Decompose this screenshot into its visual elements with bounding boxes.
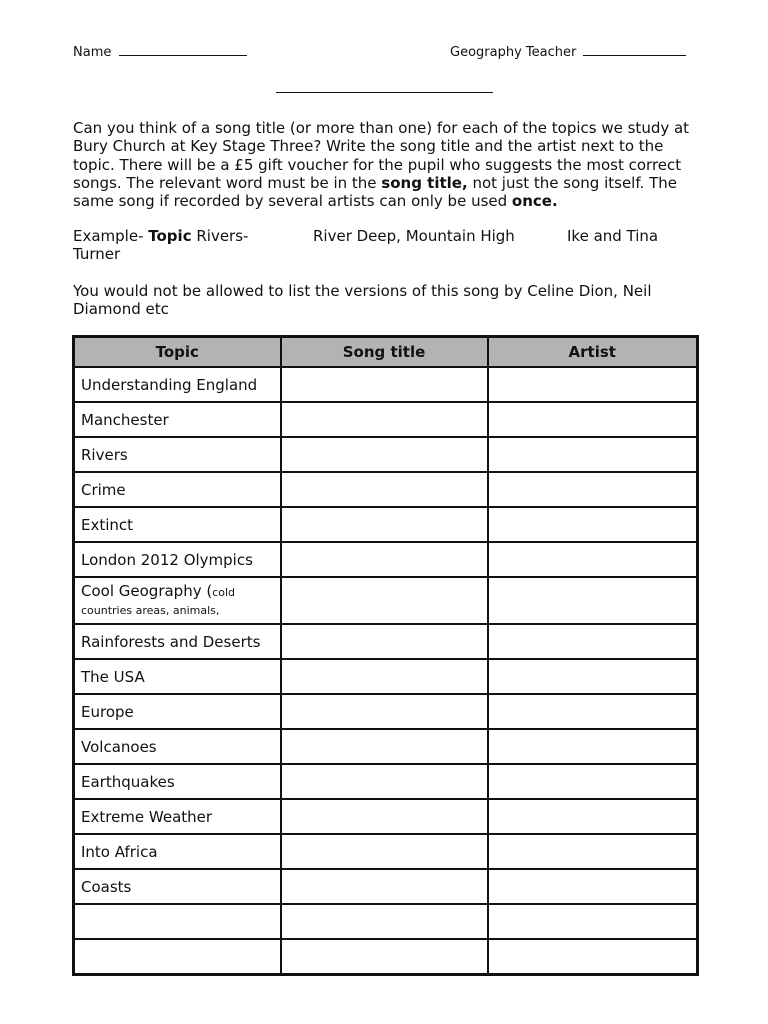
song-title-cell[interactable] <box>281 577 488 624</box>
song-title-cell[interactable] <box>281 869 488 904</box>
artist-cell[interactable] <box>488 624 698 659</box>
topic-cell: Understanding England <box>74 367 281 402</box>
song-title-cell[interactable] <box>281 729 488 764</box>
song-title-cell[interactable] <box>281 799 488 834</box>
song-title-cell[interactable] <box>281 542 488 577</box>
example-topic-label: Topic <box>148 227 192 245</box>
song-title-cell[interactable] <box>281 507 488 542</box>
artist-cell[interactable] <box>488 764 698 799</box>
example-topic-value: Rivers- <box>191 227 249 245</box>
teacher-label: Geography Teacher <box>450 45 577 60</box>
table-row <box>74 869 698 904</box>
table-row <box>74 367 698 402</box>
name-label: Name <box>73 45 112 60</box>
table-row <box>74 764 698 799</box>
example-prefix: Example- <box>73 227 149 245</box>
table-row <box>74 472 698 507</box>
topic-cell-cool-geography <box>74 577 281 624</box>
artist-cell[interactable] <box>488 472 698 507</box>
intro-bold-song-title: song title, <box>381 173 468 192</box>
header-artist: Artist <box>488 337 698 368</box>
cool-geography-note-2: countries areas, animals, <box>81 604 220 617</box>
song-title-cell[interactable] <box>281 659 488 694</box>
example-artist: Ike and Tina <box>567 227 659 245</box>
song-title-cell[interactable] <box>281 834 488 869</box>
intro-paragraph <box>73 119 698 210</box>
table-row <box>74 402 698 437</box>
topic-cell: Volcanoes <box>74 729 281 764</box>
table-row <box>74 624 698 659</box>
table-row <box>74 799 698 834</box>
example-artist-wrap: Turner <box>73 245 121 263</box>
table-row <box>74 577 698 624</box>
topic-cell: Crime <box>74 472 281 507</box>
artist-cell[interactable] <box>488 402 698 437</box>
artist-cell[interactable] <box>488 939 698 975</box>
example-topic <box>73 227 248 245</box>
topic-cell: Extreme Weather <box>74 799 281 834</box>
song-title-cell[interactable] <box>281 472 488 507</box>
header-song-title: Song title <box>281 337 488 368</box>
artist-cell[interactable] <box>488 694 698 729</box>
songs-table <box>72 335 699 976</box>
song-title-cell[interactable] <box>281 402 488 437</box>
cool-geography-label: Cool Geography ( <box>81 582 213 600</box>
topic-cell: Europe <box>74 694 281 729</box>
song-title-cell[interactable] <box>281 624 488 659</box>
topic-cell: Manchester <box>74 402 281 437</box>
topic-cell-empty[interactable] <box>74 939 281 975</box>
table-row <box>74 834 698 869</box>
song-title-cell[interactable] <box>281 367 488 402</box>
teacher-blank-line[interactable] <box>583 54 686 56</box>
topic-cell: The USA <box>74 659 281 694</box>
artist-cell[interactable] <box>488 542 698 577</box>
topic-cell: Earthquakes <box>74 764 281 799</box>
topic-cell: Rainforests and Deserts <box>74 624 281 659</box>
cool-geography-note-1: cold <box>212 586 236 599</box>
artist-cell[interactable] <box>488 437 698 472</box>
table-row <box>74 939 698 975</box>
name-field[interactable] <box>73 45 247 60</box>
table-row <box>74 904 698 939</box>
song-title-cell[interactable] <box>281 694 488 729</box>
artist-cell[interactable] <box>488 869 698 904</box>
table-header-row <box>74 337 698 368</box>
artist-cell[interactable] <box>488 659 698 694</box>
topic-cell: Coasts <box>74 869 281 904</box>
title-blank-line[interactable] <box>276 92 493 93</box>
table-row <box>74 507 698 542</box>
artist-cell[interactable] <box>488 577 698 624</box>
topic-cell: Into Africa <box>74 834 281 869</box>
table-row <box>74 694 698 729</box>
artist-cell[interactable] <box>488 834 698 869</box>
table-row <box>74 729 698 764</box>
name-blank-line[interactable] <box>119 54 247 56</box>
artist-cell[interactable] <box>488 799 698 834</box>
table-row <box>74 542 698 577</box>
artist-cell[interactable] <box>488 904 698 939</box>
song-title-cell[interactable] <box>281 939 488 975</box>
topic-cell: Extinct <box>74 507 281 542</box>
artist-cell[interactable] <box>488 729 698 764</box>
table-row <box>74 659 698 694</box>
header-topic: Topic <box>74 337 281 368</box>
intro-bold-once: once. <box>511 192 558 211</box>
artist-cell[interactable] <box>488 367 698 402</box>
topic-cell: Rivers <box>74 437 281 472</box>
topic-cell: London 2012 Olympics <box>74 542 281 577</box>
song-title-cell[interactable] <box>281 437 488 472</box>
song-title-cell[interactable] <box>281 764 488 799</box>
example-song: River Deep, Mountain High <box>313 227 515 245</box>
intro-text-1: Can you think of a song title (or more than one) for each of the topics we study at Bury Church at Key Stage Three? Write the song title and the artist next to the topic. There will be a £5 gift voucher for the pupil who suggests the most correct songs. The relevant word must be in the <box>73 119 690 192</box>
topic-cell-empty[interactable] <box>74 904 281 939</box>
table-row <box>74 437 698 472</box>
song-title-cell[interactable] <box>281 904 488 939</box>
note-paragraph: You would not be allowed to list the versions of this song by Celine Dion, Neil Diamond etc <box>73 282 652 319</box>
teacher-field[interactable] <box>450 45 686 60</box>
intro-text-2: not just the song itself. The same song if recorded by several artists can only be used <box>73 173 677 211</box>
artist-cell[interactable] <box>488 507 698 542</box>
